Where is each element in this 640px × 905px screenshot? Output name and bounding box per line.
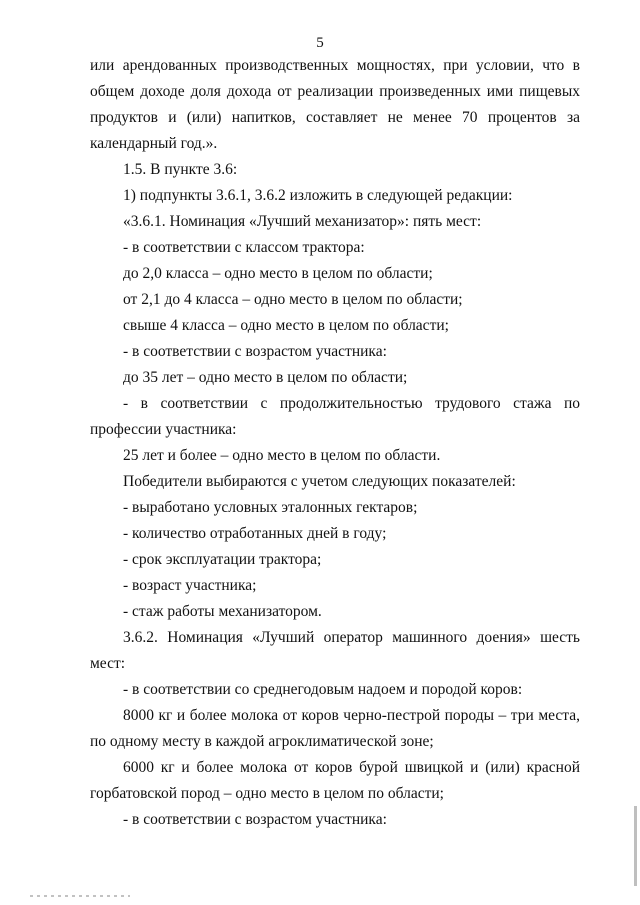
text-line: до 35 лет – одно место в целом по области;: [123, 369, 408, 386]
text-line: 1.5. В пункте 3.6:: [123, 161, 238, 178]
text-line: - в соответствии со среднегодовым надоем и породой коров:: [123, 681, 523, 698]
text-line: - в соответствии с возрастом участника:: [123, 343, 387, 360]
text-line: горбатовской пород – одно место в целом по области;: [90, 785, 444, 802]
scan-noise-artifact: [30, 895, 130, 897]
text-line: - выработано условных эталонных гектаров;: [123, 499, 418, 516]
text-line: - стаж работы механизатором.: [123, 603, 322, 620]
text-line: 1) подпункты 3.6.1, 3.6.2 изложить в следующей редакции:: [123, 187, 513, 204]
text-line: календарный год.».: [90, 135, 218, 152]
text-line: мест:: [90, 655, 126, 672]
text-line: - в соответствии с возрастом участника:: [123, 811, 387, 828]
scan-edge-artifact: [634, 806, 637, 886]
text-line: по одному месту в каждой агроклиматической зоне;: [90, 733, 434, 750]
text-line: 8000 кг и более молока от коров черно-пестрой породы – три места,: [123, 707, 580, 724]
text-line: от 2,1 до 4 класса – одно место в целом по области;: [123, 291, 463, 308]
text-line: Победители выбираются с учетом следующих показателей:: [123, 473, 516, 490]
text-line: свыше 4 класса – одно место в целом по области;: [123, 317, 449, 334]
text-line: «3.6.1. Номинация «Лучший механизатор»: пять мест:: [123, 213, 482, 230]
page-number: 5: [316, 35, 324, 51]
text-line: до 2,0 класса – одно место в целом по области;: [123, 265, 433, 282]
text-line: профессии участника:: [90, 421, 237, 438]
text-line: - в соответствии с классом трактора:: [123, 239, 365, 256]
text-line: продуктов и (или) напитков, составляет не менее 70 процентов за: [90, 109, 580, 126]
text-line: 3.6.2. Номинация «Лучший оператор машинного доения» шесть: [123, 629, 580, 646]
text-line: или арендованных производственных мощностях, при условии, что в: [90, 57, 580, 74]
text-line: - количество отработанных дней в году;: [123, 525, 387, 542]
text-line: - возраст участника;: [123, 577, 257, 594]
text-line: - срок эксплуатации трактора;: [123, 551, 322, 568]
text-line: 25 лет и более – одно место в целом по области.: [123, 447, 441, 464]
text-line: общем доходе доля дохода от реализации произведенных ими пищевых: [90, 83, 580, 100]
text-line: 6000 кг и более молока от коров бурой швицкой и (или) красной: [123, 759, 580, 776]
text-line: - в соответствии с продолжительностью трудового стажа по: [123, 395, 580, 412]
